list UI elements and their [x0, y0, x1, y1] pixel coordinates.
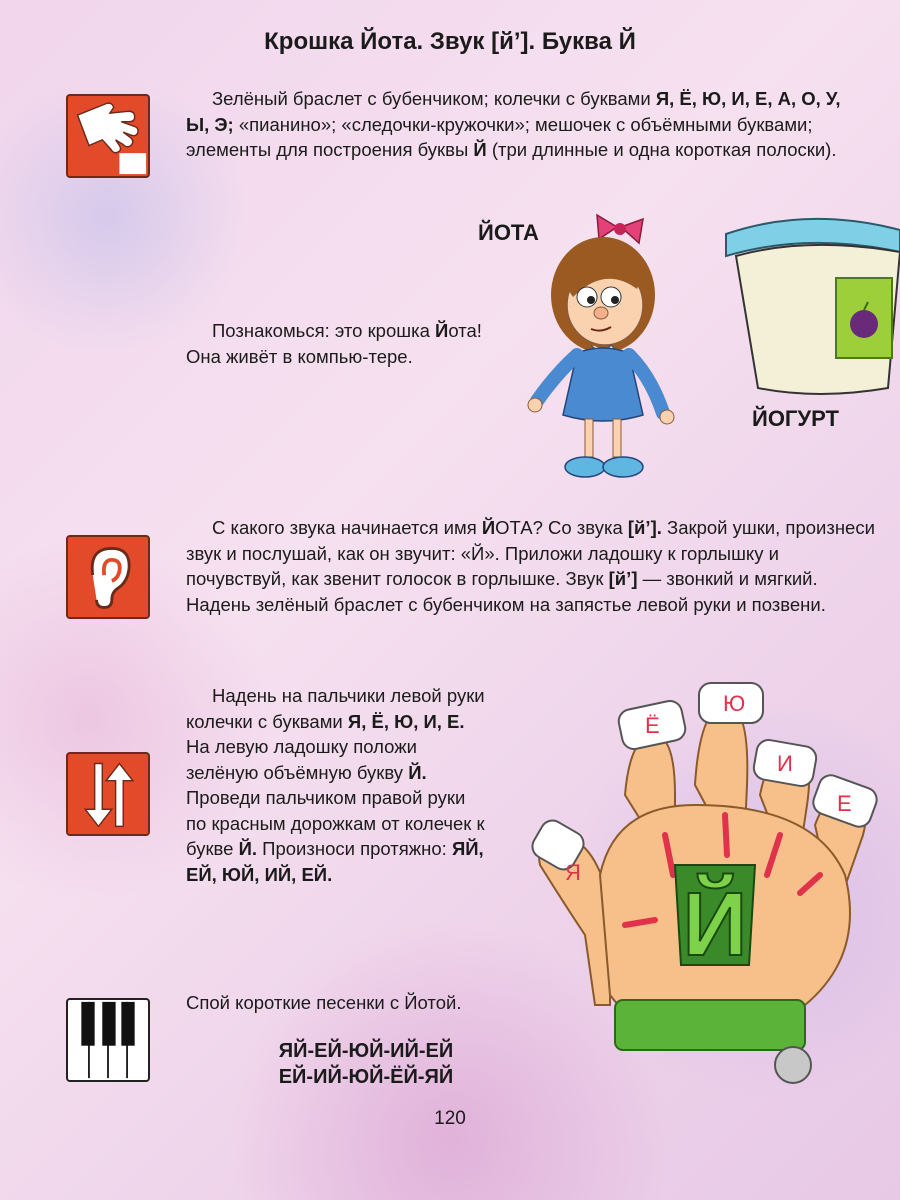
thumb-ring-letter: Я [565, 860, 581, 885]
piano-keys-icon [66, 998, 150, 1082]
index-ring-letter: Ё [645, 713, 660, 738]
hand-with-rings-illustration [515, 675, 900, 1095]
word-yota: ЙОТА [478, 220, 539, 245]
up-down-arrows-icon [66, 752, 150, 836]
page-number: 120 [434, 1108, 466, 1129]
palm-letter: Й [682, 875, 748, 975]
song-intro: Спой короткие песенки с Йотой. [186, 992, 462, 1013]
pinky-ring-letter: Е [837, 791, 852, 816]
song-line-1: ЯЙ-ЕЙ-ЮЙ-ИЙ-ЕЙ [278, 1040, 454, 1062]
yogurt-cup-illustration [718, 212, 900, 402]
ring-ring-letter: И [777, 751, 793, 776]
introduction-paragraph: Познакомься: это крошка Йота! Она живёт в компью-тере. [186, 320, 482, 367]
page-title: Крошка Йота. Звук [й’]. Буква Й [264, 28, 636, 55]
hand-touch-icon [66, 94, 150, 178]
finger-exercise-paragraph: Надень на пальчики левой руки колечки с буквами Я, Ё, Ю, И, Е. На левую ладошку положи зелёную объёмную букву Й. Проведи пальчиком правой руки по красным дорожкам от колечек к букве Й. Произноси протяжно: ЯЙ, ЕЙ, ЮЙ, ИЙ, ЕЙ. [186, 685, 485, 885]
materials-paragraph: Зелёный браслет с бубенчиком; колечки с буквами Я, Ё, Ю, И, Е, А, О, У, Ы, Э; «пианино»; «следочки-кружочки»; мешочек с объёмными буквами; элементы для построения буквы Й (три длинные и одна короткая полоски). [186, 88, 841, 160]
yota-girl-illustration [525, 205, 685, 490]
sound-paragraph: С какого звука начинается имя ЙОТА? Со звука [й’]. Закрой ушки, произнеси звук и послушай, как он звучит: «Й». Приложи ладошку к горлышку и почувствуй, как звенит голосок в горлышке. Звук [й’] — звонкий и мягкий. Надень зелёный браслет с бубенчиком на запястье левой руки и позвени. [186, 517, 875, 615]
ear-icon [66, 535, 150, 619]
song-line-2: ЕЙ-ИЙ-ЮЙ-ЁЙ-ЯЙ [278, 1066, 454, 1088]
middle-ring-letter: Ю [723, 691, 746, 716]
word-yogurt: ЙОГУРТ [752, 406, 839, 431]
